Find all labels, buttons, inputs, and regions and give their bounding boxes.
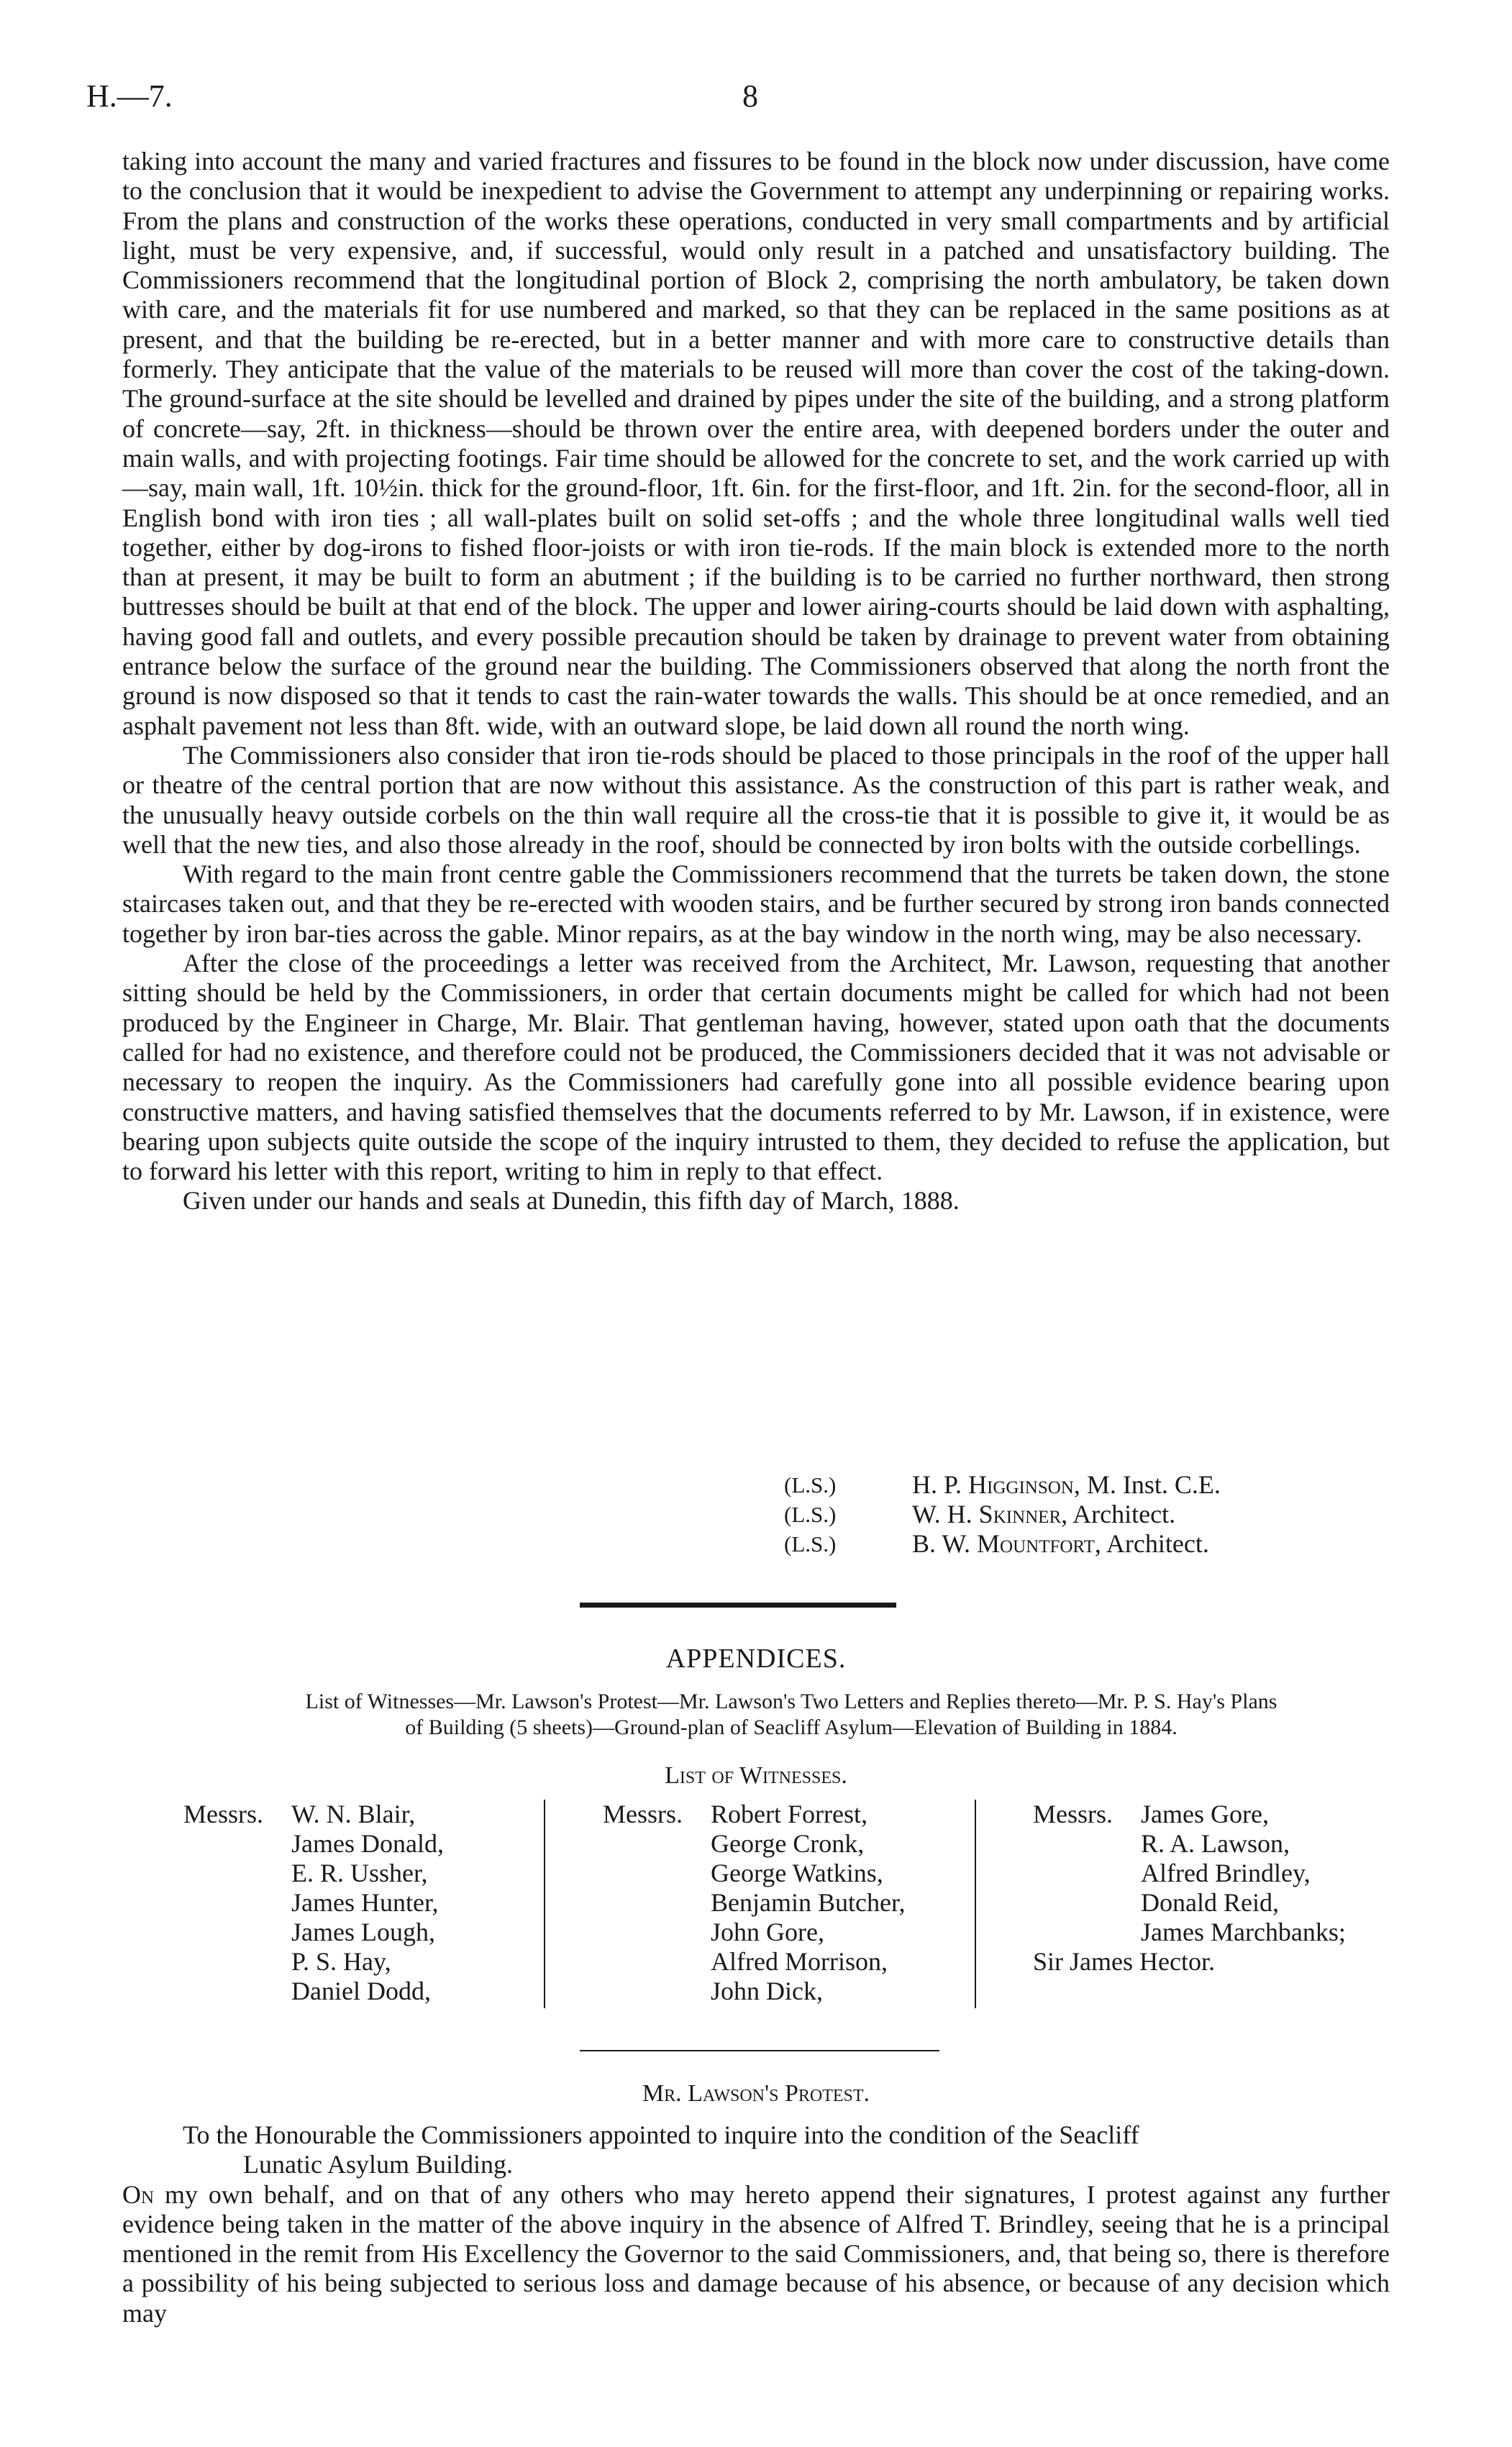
messrs-prefix: Messrs. <box>183 1800 264 1828</box>
witness-name: P. S. Hay, <box>291 1947 391 1976</box>
witness-name: George Watkins, <box>711 1859 883 1887</box>
address-line: To the Honourable the Commissioners appointed to inquire into the condition of the Seacliff <box>183 2120 1139 2149</box>
witness-name: James Lough, <box>291 1918 435 1946</box>
appendices-contents <box>173 1689 1410 1741</box>
witness-name: Alfred Morrison, <box>711 1947 888 1976</box>
witness-name: James Marchbanks; <box>1141 1918 1346 1946</box>
witnesses-heading: List of Witnesses. <box>665 1762 847 1789</box>
witness-name: R. A. Lawson, <box>1141 1829 1290 1858</box>
witness-name: Donald Reid, <box>1141 1888 1279 1917</box>
messrs-prefix: Messrs. <box>603 1800 683 1828</box>
column-divider <box>975 1800 976 2008</box>
witness-name: E. R. Ussher, <box>291 1859 428 1887</box>
seal-mark: (L.S.) <box>784 1531 837 1557</box>
column-divider <box>544 1800 545 2008</box>
protest-body <box>122 2120 1390 2328</box>
signatory-title: , M. Inst. C.E. <box>1073 1470 1221 1499</box>
witness-name: Benjamin Butcher, <box>711 1888 906 1917</box>
witness-column-3 <box>1033 1800 1346 1977</box>
page-number: 8 <box>742 78 758 114</box>
paragraph-gable: With regard to the main front centre gable the Commissioners recommend that the turrets be taken down, the stone staircases taken out, and that they be re-erected with wooden stairs, and be further secured by strong iron bands connected together by iron bar-ties across the gable. Minor repairs, as at the bay window in the north wing, may be also necessary. <box>122 860 1390 948</box>
signatory-name: W. H. Skinner <box>912 1500 1062 1528</box>
signatory-name: B. W. Mountfort <box>912 1529 1095 1558</box>
signatory-title: , Architect. <box>1094 1529 1209 1558</box>
witness-name: John Gore, <box>711 1918 824 1946</box>
signatory-title: , Architect. <box>1061 1500 1176 1528</box>
signatory-name: H. P. Higginson <box>912 1470 1074 1499</box>
paragraph-given-under: Given under our hands and seals at Dunedin, this fifth day of March, 1888. <box>183 1186 960 1216</box>
witness-name: George Cronk, <box>711 1829 865 1858</box>
protest-text: my own behalf, and on that of any others who may hereto append their signatures, I protest against any further evidence being taken in the matter of the above inquiry in the absence of Alfred T. Brindley, seeing that he is a principal mentioned in the remit from His Excellency the Governor to the said Commissioners, and, that being so, there is therefore a possibility of his being subjected to serious loss and damage because of his absence, or because of any decision which may <box>122 2179 1390 2328</box>
address-line: Lunatic Asylum Building. <box>243 2150 513 2179</box>
witness-column-1 <box>183 1800 444 2006</box>
witness-name: Alfred Brindley, <box>1141 1859 1311 1887</box>
witness-name: James Donald, <box>291 1829 444 1858</box>
witness-name: James Hunter, <box>291 1888 439 1917</box>
signatory-row <box>784 1529 1221 1559</box>
paragraph-continuation: taking into account the many and varied fractures and fissures to be found in the block now under discussion, have come to the conclusion that it would be inexpedient to advise the Government to attempt any underpinning or repairing works. From the plans and construction of the works these operations, conducted in very small compartments and by artificial light, must be very expensive, and, if successful, would only result in a patched and unsatisfactory building. The Commissioners recommend that the longitudinal portion of Block 2, comprising the north ambulatory, be taken down with care, and the materials fit for use numbered and marked, so that they can be replaced in the same positions as at present, and that the building be re-erected, but in a better manner and with more care to constructive details than formerly. They anticipate that the value of the materials to be reused will more than cover the cost of the taking-down. The ground-surface at the site should be levelled and drained by pipes under the site of the building, and a strong platform of concrete—say, 2ft. in thickness—should be thrown over the entire area, with deepened borders under the outer and main walls, and with projecting footings. Fair time should be allowed for the concrete to set, and the work carried up with—say, main wall, 1ft. 10½in. thick for the ground-floor, 1ft. 6in. for the first-floor, and 1ft. 2in. for the second-floor, all in English bond with iron ties ; all wall-plates built on solid set-offs ; and the whole three longitudinal walls well tied together, either by dog-irons to fished floor-joists or with iron tie-rods. If the main block is extended more to the north than at present, it may be built to form an abutment ; if the building is to be carried no further northward, then strong buttresses should be built at that end of the block. The upper and lower airing-courts should be laid down with asphalting, having good fall and outlets, and every possible precaution should be taken by drainage to prevent water from obtaining entrance below the surface of the ground near the building. The Commissioners observed that along the north front the ground is now disposed so that it tends to cast the rain-water towards the walls. This should be at once remedied, and an asphalt pavement not less than 8ft. wide, with an outward slope, be laid down all round the north wing. <box>122 147 1390 740</box>
paragraph-tie-rods: The Commissioners also consider that iron tie-rods should be placed to those principals in the roof of the upper hall or theatre of the central portion that are now without this assistance. As the construction of this part is rather weak, and the unusually heavy outside corbels on the thin wall require all the cross-tie that it is possible to give it, it would be as well that the new ties, and also those already in the roof, should be connected by iron bolts with the outside corbellings. <box>122 740 1390 859</box>
protest-address <box>122 2120 1390 2180</box>
document-reference: H.—7. <box>86 78 173 114</box>
witness-name: James Gore, <box>1141 1800 1269 1828</box>
messrs-prefix: Messrs. <box>1033 1800 1113 1828</box>
witness-name: Sir James Hector. <box>1033 1947 1215 1976</box>
seal-mark: (L.S.) <box>784 1502 837 1527</box>
signatory-row <box>784 1500 1221 1529</box>
paragraph-lawson-letter: After the close of the proceedings a letter was received from the Architect, Mr. Lawson, requesting that another sitting should be held by the Commissioners, in order that certain documents might be called for which had not been produced by the Engineer in Charge, Mr. Blair. That gentleman having, however, stated upon oath that the documents called for had no existence, and therefore could not be produced, the Commissioners decided that it was not advisable or necessary to reopen the inquiry. As the Commissioners had carefully gone into all possible evidence bearing upon constructive matters, and having satisfied themselves that the documents referred to by Mr. Lawson, if in existence, were bearing upon subjects quite outside the scope of the inquiry intrusted to them, they decided to refuse the application, but to forward his letter with this report, writing to him in reply to that effect. <box>122 949 1390 1186</box>
protest-paragraph <box>122 2180 1390 2328</box>
witness-name: Daniel Dodd, <box>291 1977 431 2005</box>
seal-mark: (L.S.) <box>784 1472 837 1498</box>
appendices-contents-line: of Building (5 sheets)—Ground-plan of Seacliff Asylum—Elevation of Building in 1884. <box>405 1715 1178 1739</box>
opening-word: On <box>122 2179 155 2209</box>
witness-column-2 <box>603 1800 906 2006</box>
witness-name: Robert Forrest, <box>711 1800 867 1828</box>
signature-block <box>784 1470 1221 1559</box>
appendices-contents-line: List of Witnesses—Mr. Lawson's Protest—Mr. Lawson's Two Letters and Replies thereto—Mr. P. S. Hay's Plans <box>305 1690 1278 1713</box>
report-body <box>122 147 1390 1216</box>
section-divider-thick <box>580 1603 896 1608</box>
witness-name: John Dick, <box>711 1977 823 2005</box>
appendices-heading: APPENDICES. <box>665 1644 847 1674</box>
signatory-row <box>784 1470 1221 1500</box>
witness-name: W. N. Blair, <box>291 1800 416 1828</box>
protest-heading: Mr. Lawson's Protest. <box>642 2080 870 2107</box>
section-divider-thin <box>580 2050 939 2051</box>
